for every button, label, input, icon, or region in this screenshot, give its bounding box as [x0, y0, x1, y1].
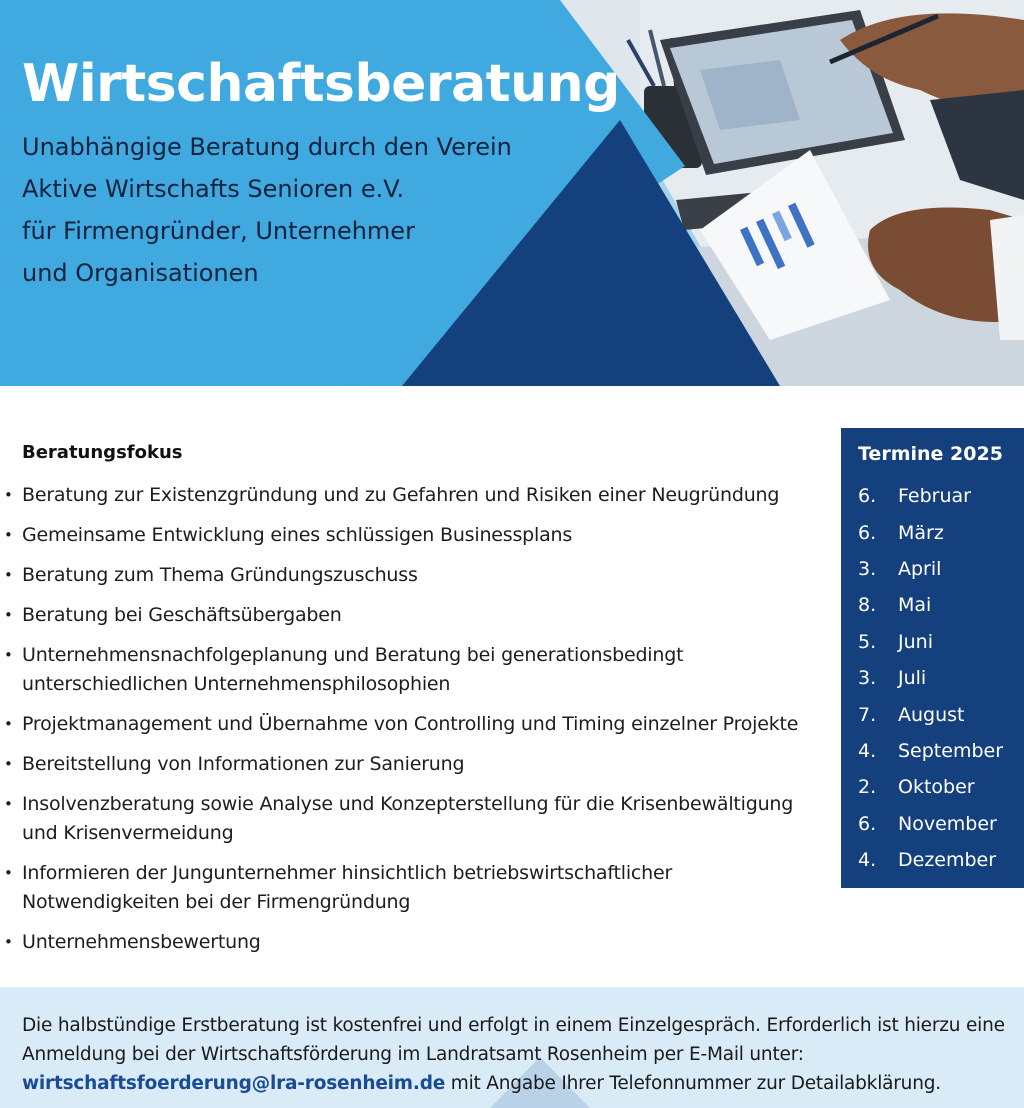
- date-month: Dezember: [898, 849, 997, 872]
- list-item-text: Informieren der Jungunternehmer hinsichtlich betriebswirtschaftlicher Notwendigkeiten bei der Firmengründung: [22, 862, 673, 913]
- date-day: 6.: [858, 521, 877, 544]
- footer-text-before: Die halbstündige Erstberatung ist kostenfrei und erfolgt in einem Einzelgespräch. Erforderlich ist hierzu eine Anmeldung bei der Wirtschaftsförderung im Landratsamt Rosenheim per E-Mail unter:: [22, 1015, 1005, 1065]
- bullet-icon: •: [4, 795, 13, 813]
- list-item: [0, 521, 830, 550]
- date-row: [858, 587, 1024, 623]
- bullet-icon: •: [4, 715, 13, 733]
- list-item-text: Beratung bei Geschäftsübergaben: [22, 604, 342, 626]
- list-item: [0, 859, 830, 917]
- date-month: Februar: [898, 485, 971, 508]
- list-item-text: Bereitstellung von Informationen zur Sanierung: [22, 753, 465, 775]
- consulting-focus-section: [0, 440, 830, 968]
- date-month: August: [898, 703, 965, 726]
- bullet-icon: •: [4, 606, 13, 624]
- date-month: Oktober: [898, 776, 975, 799]
- list-item-text: Insolvenzberatung sowie Analyse und Konzepterstellung für die Krisenbewältigung und Krisenvermeidung: [22, 793, 794, 844]
- date-month: April: [898, 557, 942, 580]
- date-month: März: [898, 521, 944, 544]
- date-row: [858, 660, 1024, 696]
- date-day: 4.: [858, 849, 877, 872]
- date-row: [858, 478, 1024, 514]
- list-item: [0, 561, 830, 590]
- appointments-title: Termine 2025: [858, 443, 1003, 465]
- date-row: [858, 769, 1024, 805]
- list-item-text: Unternehmensnachfolgeplanung und Beratung bei generationsbedingt unterschiedlichen Unternehmensphilosophien: [22, 644, 684, 695]
- header-banner: [0, 0, 1024, 386]
- list-item: [0, 601, 830, 630]
- date-row: [858, 551, 1024, 587]
- date-month: Mai: [898, 594, 932, 617]
- date-day: 5.: [858, 630, 877, 653]
- header-text: [22, 52, 622, 294]
- date-day: 6.: [858, 485, 877, 508]
- subtitle-line: und Organisationen: [22, 259, 259, 287]
- page-title: Wirtschaftsberatung: [22, 54, 620, 114]
- list-item: [0, 790, 830, 848]
- date-day: 6.: [858, 812, 877, 835]
- email-link[interactable]: wirtschaftsfoerderung@lra-rosenheim.de: [22, 1073, 446, 1094]
- footer-info: [0, 987, 1024, 1108]
- date-day: 8.: [858, 594, 877, 617]
- list-item: [0, 710, 830, 739]
- date-row: [858, 696, 1024, 732]
- page-subtitle: [22, 126, 622, 294]
- date-month: September: [898, 739, 1004, 762]
- date-month: Juni: [898, 630, 933, 653]
- list-item: [0, 750, 830, 779]
- list-item-text: Beratung zur Existenzgründung und zu Gefahren und Risiken einer Neugründung: [22, 484, 780, 506]
- bullet-icon: •: [4, 486, 13, 504]
- bullet-icon: •: [4, 864, 13, 882]
- subtitle-line: Unabhängige Beratung durch den Verein: [22, 133, 512, 161]
- list-item: [0, 928, 830, 957]
- bullet-icon: •: [4, 646, 13, 664]
- list-item-text: Gemeinsame Entwicklung eines schlüssigen Businessplans: [22, 524, 573, 546]
- date-day: 7.: [858, 703, 877, 726]
- footer-text-after: mit Angabe Ihrer Telefonnummer zur Detailabklärung.: [450, 1073, 941, 1094]
- appointments-box: [841, 428, 1024, 888]
- date-day: 2.: [858, 776, 877, 799]
- list-item-text: Unternehmensbewertung: [22, 931, 261, 953]
- bullet-icon: •: [4, 566, 13, 584]
- date-month: November: [898, 812, 997, 835]
- focus-heading: Beratungsfokus: [22, 442, 183, 463]
- date-row: [858, 733, 1024, 769]
- list-item: [0, 641, 830, 699]
- date-row: [858, 842, 1024, 878]
- date-day: 3.: [858, 557, 877, 580]
- date-month: Juli: [898, 667, 927, 690]
- date-day: 4.: [858, 739, 877, 762]
- date-day: 3.: [858, 667, 877, 690]
- date-row: [858, 514, 1024, 550]
- list-item-text: Beratung zum Thema Gründungszuschuss: [22, 564, 418, 586]
- subtitle-line: für Firmengründer, Unternehmer: [22, 217, 415, 245]
- subtitle-line: Aktive Wirtschafts Senioren e.V.: [22, 175, 405, 203]
- bullet-icon: •: [4, 755, 13, 773]
- list-item: [0, 481, 830, 510]
- focus-list: [0, 481, 830, 957]
- date-row: [858, 624, 1024, 660]
- bullet-icon: •: [4, 933, 13, 951]
- list-item-text: Projektmanagement und Übernahme von Controlling und Timing einzelner Projekte: [22, 713, 799, 735]
- date-row: [858, 806, 1024, 842]
- bullet-icon: •: [4, 526, 13, 544]
- footer-text: [22, 1011, 1012, 1098]
